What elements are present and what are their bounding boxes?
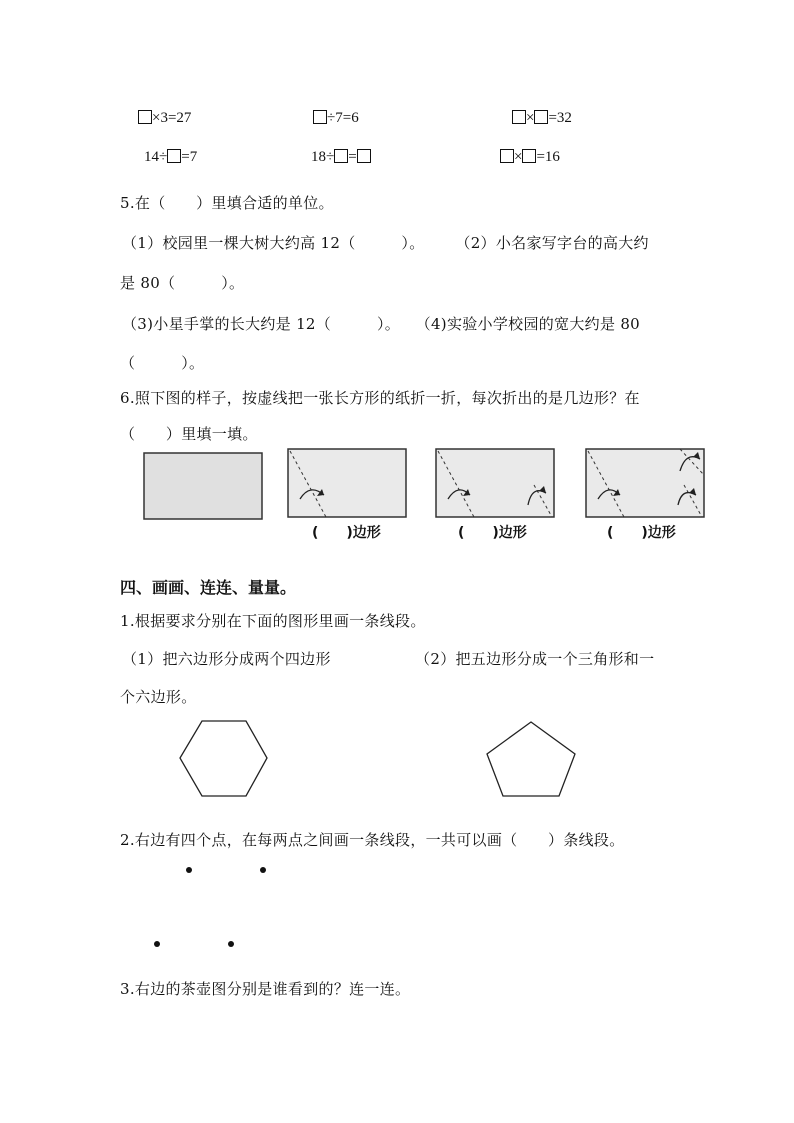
point-dot-top-right[interactable] bbox=[260, 867, 266, 873]
answer-box[interactable] bbox=[138, 110, 152, 124]
fold-figure-2 bbox=[436, 449, 554, 517]
q5-title: 5.在（ ）里填合适的单位。 bbox=[120, 194, 334, 212]
hexagon-shape[interactable] bbox=[176, 718, 272, 800]
equation-1-2: ÷7=6 bbox=[313, 110, 359, 127]
fold-figure-3 bbox=[586, 449, 704, 517]
s4-q1-line-2: 个六边形。 bbox=[120, 688, 197, 706]
q5-line-2: 是 80（ ）。 bbox=[120, 274, 245, 292]
paper-rectangle bbox=[144, 453, 262, 519]
fold-figure-1 bbox=[288, 449, 406, 517]
q5-line-1: （1）校园里一棵大树大约高 12（ ）。 （2）小名家写字台的高大约 bbox=[122, 234, 649, 252]
s4-q3-title: 3.右边的茶壶图分别是谁看到的？连一连。 bbox=[120, 980, 411, 998]
point-dot-top-left[interactable] bbox=[186, 867, 192, 873]
s4-q2-title: 2.右边有四个点，在每两点之间画一条线段，一共可以画（ ）条线段。 bbox=[120, 831, 625, 849]
answer-box[interactable] bbox=[522, 149, 536, 163]
section-heading: 四、画画、连连、量量。 bbox=[120, 578, 297, 597]
answer-box[interactable] bbox=[534, 110, 548, 124]
equation-2-1: 14÷ =7 bbox=[144, 149, 198, 165]
fold-label-1[interactable]: ( )边形 bbox=[312, 525, 381, 541]
fold-label-3[interactable]: ( )边形 bbox=[607, 525, 676, 541]
s4-q1-title: 1.根据要求分别在下面的图形里画一条线段。 bbox=[120, 612, 426, 630]
s4-q1-line-1: （1）把六边形分成两个四边形 （2）把五边形分成一个三角形和一 bbox=[122, 650, 655, 668]
answer-box[interactable] bbox=[313, 110, 327, 124]
point-dot-bottom-left[interactable] bbox=[154, 941, 160, 947]
q5-line-4: （ ）。 bbox=[120, 354, 205, 372]
point-dot-bottom-right[interactable] bbox=[228, 941, 234, 947]
answer-box[interactable] bbox=[167, 149, 181, 163]
equation-2-3: × =16 bbox=[500, 149, 560, 166]
q6-line-2: （ ）里填一填。 bbox=[120, 425, 258, 443]
answer-box[interactable] bbox=[357, 149, 371, 163]
equation-1-3: × =32 bbox=[512, 110, 572, 127]
pentagon-shape[interactable] bbox=[484, 718, 580, 800]
q6-title: 6.照下图的样子，按虚线把一张长方形的纸折一折，每次折出的是几边形？在 bbox=[120, 389, 640, 407]
answer-box[interactable] bbox=[334, 149, 348, 163]
answer-box[interactable] bbox=[512, 110, 526, 124]
answer-box[interactable] bbox=[500, 149, 514, 163]
equation-1-1: ×3=27 bbox=[138, 110, 191, 127]
equation-2-2: 18÷ = bbox=[311, 149, 371, 166]
fold-label-2[interactable]: ( )边形 bbox=[458, 525, 527, 541]
q5-line-3: （3)小星手掌的长大约是 12（ ）。 （4)实验小学校园的宽大约是 80 bbox=[122, 315, 641, 333]
